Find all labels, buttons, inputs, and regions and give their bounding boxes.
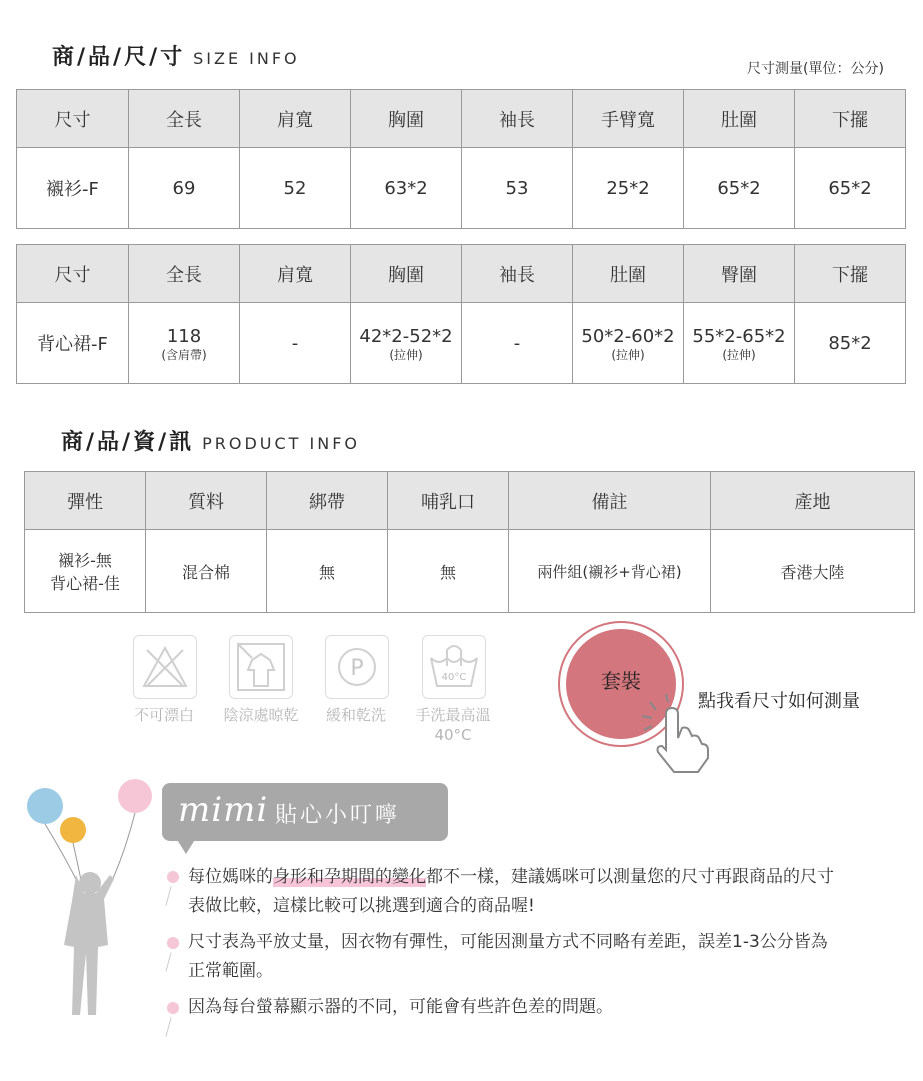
tip-item <box>188 993 613 1022</box>
strap-cell: 無 <box>267 530 388 613</box>
tip-item <box>188 863 834 921</box>
table-header-row <box>17 245 906 303</box>
header-cell: 下擺 <box>795 245 906 303</box>
product-title-text: 商/品/資/訊 <box>61 430 195 455</box>
no-bleach-icon <box>133 635 197 699</box>
table-row <box>25 530 915 613</box>
care-label <box>408 705 498 745</box>
header-cell: 胸圍 <box>351 90 462 148</box>
pink-balloon <box>118 779 152 813</box>
value-note: (拉伸) <box>722 347 756 362</box>
header-cell: 哺乳口 <box>388 472 509 530</box>
header-cell: 手臂寬 <box>573 90 684 148</box>
bullet-dot <box>167 1002 179 1014</box>
value-cell <box>573 303 684 384</box>
tip-text: 都不一樣，建議媽咪可以測量您的尺寸再跟商品的尺寸 <box>426 867 834 887</box>
tip-line: 因為每台螢幕顯示器的不同，可能會有些許色差的問題。 <box>188 997 613 1017</box>
measure-guide-link[interactable]: 點我看尺寸如何測量 <box>698 691 860 712</box>
care-label: 陰涼處晾乾 <box>223 706 299 724</box>
value-cell: 25*2 <box>573 148 684 229</box>
size-section-title <box>52 40 300 71</box>
elasticity-line: 背心裙-佳 <box>50 574 120 593</box>
tips-heading: 貼心小叮嚀 <box>275 803 401 828</box>
unit-note: 尺寸測量(單位：公分) <box>747 61 884 77</box>
blue-balloon <box>27 788 63 824</box>
value-note: (拉伸) <box>389 347 423 362</box>
temp-icon-text: 40°C <box>441 672 467 683</box>
value-text: 42*2-52*2 <box>359 325 453 347</box>
product-info-table <box>24 471 915 613</box>
product-section-title <box>61 425 360 456</box>
size-label-cell: 襯衫-F <box>17 148 129 229</box>
value-text: 55*2-65*2 <box>692 325 786 347</box>
size-label-cell: 背心裙-F <box>17 303 129 384</box>
bullet-stroke <box>165 1017 171 1037</box>
care-temp-line: 40°C <box>434 726 472 744</box>
size-title-text: 商/品/尺/寸 <box>52 45 186 70</box>
yellow-balloon <box>60 817 86 843</box>
bullet-dot <box>167 937 179 949</box>
dry-clean-icon <box>325 635 389 699</box>
table-header-row <box>17 90 906 148</box>
care-label: 緩和乾洗 <box>325 706 386 724</box>
tip-line <box>188 863 834 892</box>
header-cell: 備註 <box>509 472 711 530</box>
value-cell <box>129 303 240 384</box>
header-cell: 袖長 <box>462 90 573 148</box>
value-cell: 85*2 <box>795 303 906 384</box>
value-cell: 69 <box>129 148 240 229</box>
header-cell: 袖長 <box>462 245 573 303</box>
header-cell: 彈性 <box>25 472 146 530</box>
tip-text: 每位媽咪的 <box>188 867 273 887</box>
nursing-cell: 無 <box>388 530 509 613</box>
elasticity-cell <box>25 530 146 613</box>
shade-dry-icon <box>229 635 293 699</box>
header-cell: 肩寬 <box>240 90 351 148</box>
tip-line: 正常範圍。 <box>188 961 273 981</box>
header-cell: 質料 <box>146 472 267 530</box>
header-cell: 全長 <box>129 90 240 148</box>
care-label: 不可漂白 <box>133 706 194 724</box>
header-cell: 肚圍 <box>573 245 684 303</box>
product-subtitle: PRODUCT INFO <box>202 434 361 453</box>
tip-line: 尺寸表為平放丈量，因衣物有彈性，可能因測量方式不同略有差距，誤差1-3公分皆為 <box>188 932 828 952</box>
header-cell: 下擺 <box>795 90 906 148</box>
header-cell: 全長 <box>129 245 240 303</box>
size-subtitle: SIZE INFO <box>193 49 300 68</box>
remark-cell: 兩件組(襯衫+背心裙) <box>509 530 711 613</box>
value-cell: 65*2 <box>684 148 795 229</box>
value-cell: 52 <box>240 148 351 229</box>
value-cell: - <box>462 303 573 384</box>
table-row <box>17 148 906 229</box>
header-cell: 尺寸 <box>17 90 129 148</box>
size-table-dress <box>16 244 906 384</box>
value-note: (拉伸) <box>611 347 645 362</box>
header-cell: 產地 <box>711 472 915 530</box>
tip-line: 表做比較，這樣比較可以挑選到適合的商品喔! <box>188 896 535 916</box>
tips-bubble-tail <box>176 838 196 854</box>
header-cell: 臀圍 <box>684 245 795 303</box>
header-cell: 尺寸 <box>17 245 129 303</box>
bullet-stroke <box>165 952 171 972</box>
table-row <box>17 303 906 384</box>
set-badge-label: 套裝 <box>601 669 641 693</box>
elasticity-line: 襯衫-無 <box>58 551 112 570</box>
value-cell: 63*2 <box>351 148 462 229</box>
brand-logo: mimi <box>178 790 269 830</box>
header-cell: 綁帶 <box>267 472 388 530</box>
value-cell <box>351 303 462 384</box>
tip-highlight: 身形和孕期間的變化 <box>273 867 426 887</box>
header-cell: 肩寬 <box>240 245 351 303</box>
value-cell <box>684 303 795 384</box>
value-text: 118 <box>166 325 202 347</box>
value-cell: - <box>240 303 351 384</box>
value-cell: 65*2 <box>795 148 906 229</box>
material-cell: 混合棉 <box>146 530 267 613</box>
bullet-dot <box>167 871 179 883</box>
bullet-stroke <box>165 886 171 906</box>
table-header-row <box>25 472 915 530</box>
value-text: 50*2-60*2 <box>581 325 675 347</box>
origin-cell: 香港大陸 <box>711 530 915 613</box>
care-label-line: 手洗最高溫 <box>415 706 491 724</box>
tip-item <box>188 928 828 986</box>
hand-wash-icon <box>422 635 486 699</box>
girl-balloons-illustration <box>24 775 164 1045</box>
size-table-shirt <box>16 89 906 229</box>
value-note: (含肩帶) <box>161 347 207 362</box>
dry-clean-letter: P <box>350 656 364 681</box>
value-cell: 53 <box>462 148 573 229</box>
header-cell: 胸圍 <box>351 245 462 303</box>
header-cell: 肚圍 <box>684 90 795 148</box>
